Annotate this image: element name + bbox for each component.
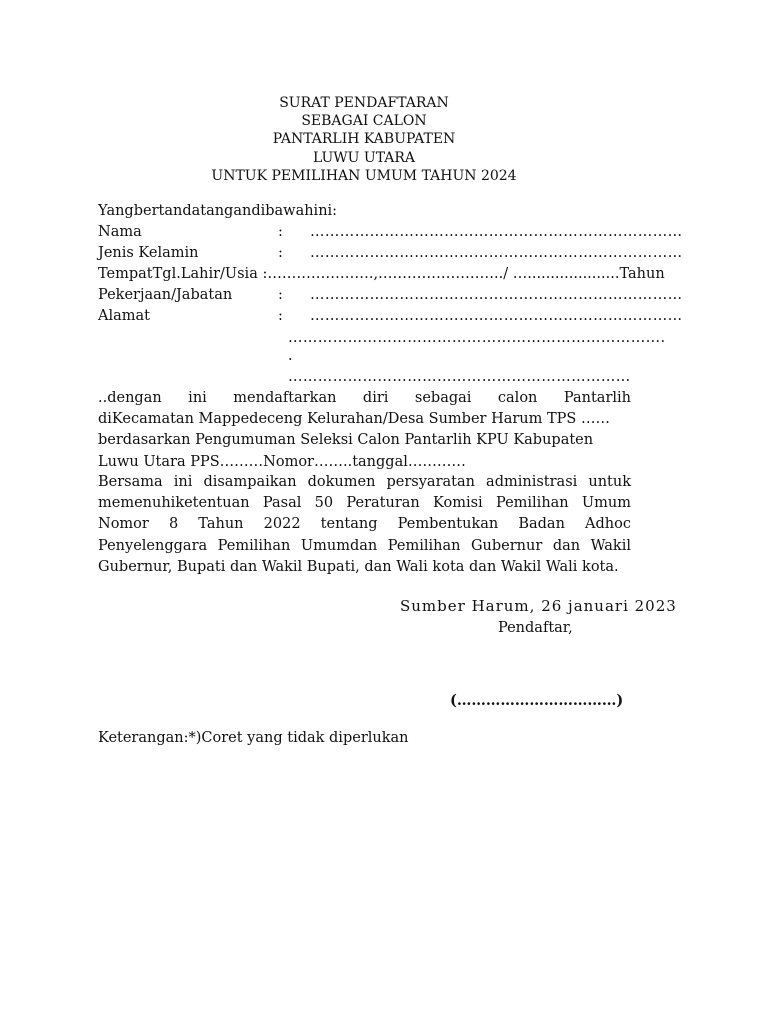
alamat-line-3: . — [288, 348, 294, 364]
field-value: ………………………………………………………………… — [310, 308, 683, 324]
footnote: Keterangan:*)Coret yang tidak diperlukan — [98, 730, 409, 746]
paragraph-line: Penyelenggara Pemilihan Umumdan Pemilihan Gubernur dan Wakil — [98, 537, 631, 554]
intro-text: Yangbertandatangandibawahini: — [98, 203, 338, 219]
field-label: Nama — [98, 224, 142, 240]
heading-line-4: LUWU UTARA — [312, 149, 416, 166]
field-value: ………………………………………………………………… — [310, 287, 683, 303]
paragraph-line: Nomor 8 Tahun 2022 tentang Pembentukan Badan Adhoc — [98, 516, 631, 533]
paragraph-line: ..dengan ini mendaftarkan diri sebagai calon Pantarlih — [98, 390, 631, 406]
heading-line-3: PANTARLIH KABUPATEN — [272, 131, 456, 148]
field-label: Jenis Kelamin — [98, 245, 199, 261]
field-colon: : — [278, 287, 283, 303]
requirements-paragraph — [98, 472, 631, 578]
place-date: Sumber Harum, 26 januari 2023 — [400, 597, 677, 615]
alamat-line-4: …………………………………………………………… — [288, 369, 631, 385]
field-label: Alamat — [98, 308, 150, 324]
paragraph-line: Luwu Utara PPS………Nomor……..tanggal………… — [98, 453, 466, 470]
applicant-label: Pendaftar, — [498, 620, 573, 636]
heading-line-5: UNTUK PEMILIHAN UMUM TAHUN 2024 — [211, 167, 517, 184]
field-colon: : — [278, 224, 283, 240]
heading-line-2: SEBAGAI CALON — [301, 113, 427, 130]
paragraph-line: Bersama ini disampaikan dokumen persyaratan administrasi untuk — [98, 474, 631, 490]
registration-paragraph — [98, 388, 631, 473]
paragraph-line: berdasarkan Pengumuman Seleksi Calon Pantarlih KPU Kabupaten — [98, 432, 594, 449]
signature-line: (……………………………) — [450, 692, 624, 709]
field-colon: : — [278, 308, 283, 324]
paragraph-line: Gubernur, Bupati dan Wakil Bupati, dan Wali kota dan Wakil Wali kota. — [98, 558, 619, 575]
field-ttl: TempatTgl.Lahir/Usia :………………….,……………………../ …....................Tahun — [98, 266, 665, 282]
paragraph-line: diKecamatan Mappedeceng Kelurahan/Desa Sumber Harum TPS …… — [98, 411, 610, 428]
field-value: ………………………………………………………………… — [310, 245, 683, 261]
field-value: ………………………………………………………………… — [310, 224, 683, 240]
paragraph-line: memenuhiketentuan Pasal 50 Peraturan Komisi Pemilihan Umum — [98, 495, 631, 512]
alamat-line-2: …………………………………………………………………. — [288, 330, 666, 346]
heading-line-1: SURAT PENDAFTARAN — [279, 95, 449, 111]
field-label: Pekerjaan/Jabatan — [98, 287, 233, 303]
field-colon: : — [278, 245, 283, 261]
document-heading — [0, 94, 728, 185]
